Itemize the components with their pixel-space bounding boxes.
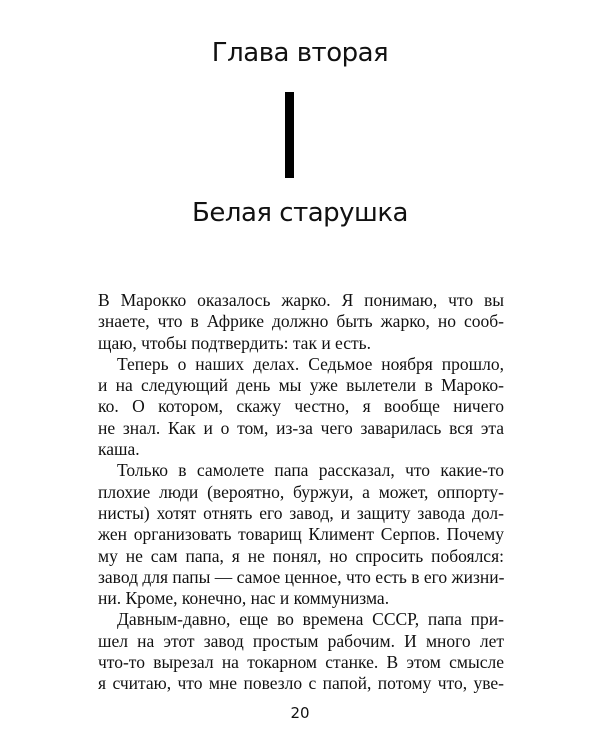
text-line: Только в самолете папа рассказал, что какие-то	[117, 460, 504, 481]
text-line: щаю, чтобы подтвердить: так и есть.	[98, 332, 372, 353]
text-line: ко. О котором, скажу честно, я вообще ничего	[98, 396, 504, 417]
text-line: и на следующий день мы уже вылетели в Мароко-	[98, 375, 504, 396]
text-line: Давным-давно, еще во времена СССР, папа при-	[117, 609, 504, 630]
text-line: я считаю, что мне повезло с папой, потому что, уве-	[98, 673, 504, 694]
text-line: В Марокко оказалось жарко. Я понимаю, что вы	[98, 290, 504, 310]
text-line: шел на этот завод простым рабочим. И много лет	[98, 630, 504, 651]
text-line: Теперь о наших делах. Седьмое ноября прошло,	[117, 353, 504, 374]
text-line: что-то вырезал на токарном станке. В этом смысле	[98, 652, 504, 673]
body-text	[98, 290, 504, 695]
chapter-roman-numeral	[285, 92, 294, 178]
page-number: 20	[290, 704, 310, 722]
text-line: жен организовать товарищ Климент Серпов. Почему	[98, 524, 504, 545]
text-line: ни. Кроме, конечно, нас и коммунизма.	[98, 588, 390, 609]
text-line: завод для папы — самое ценное, что есть в его жизни-	[98, 566, 505, 587]
section-title: Белая старушка	[192, 198, 408, 228]
text-line: каша.	[98, 439, 140, 460]
chapter-heading: Глава вторая	[211, 38, 389, 68]
text-line: не знал. Как и о том, из-за чего заварилась вся эта	[98, 417, 504, 438]
text-line: знаете, что в Африке должно быть жарко, но сооб-	[98, 311, 504, 332]
text-line: му не сам папа, я не понял, но спросить побоялся:	[98, 545, 504, 566]
text-line: плохие люди (вероятно, буржуи, а может, оппорту-	[98, 481, 504, 502]
text-line: нисты) хотят отнять его завод, и защиту завода дол-	[98, 502, 504, 523]
